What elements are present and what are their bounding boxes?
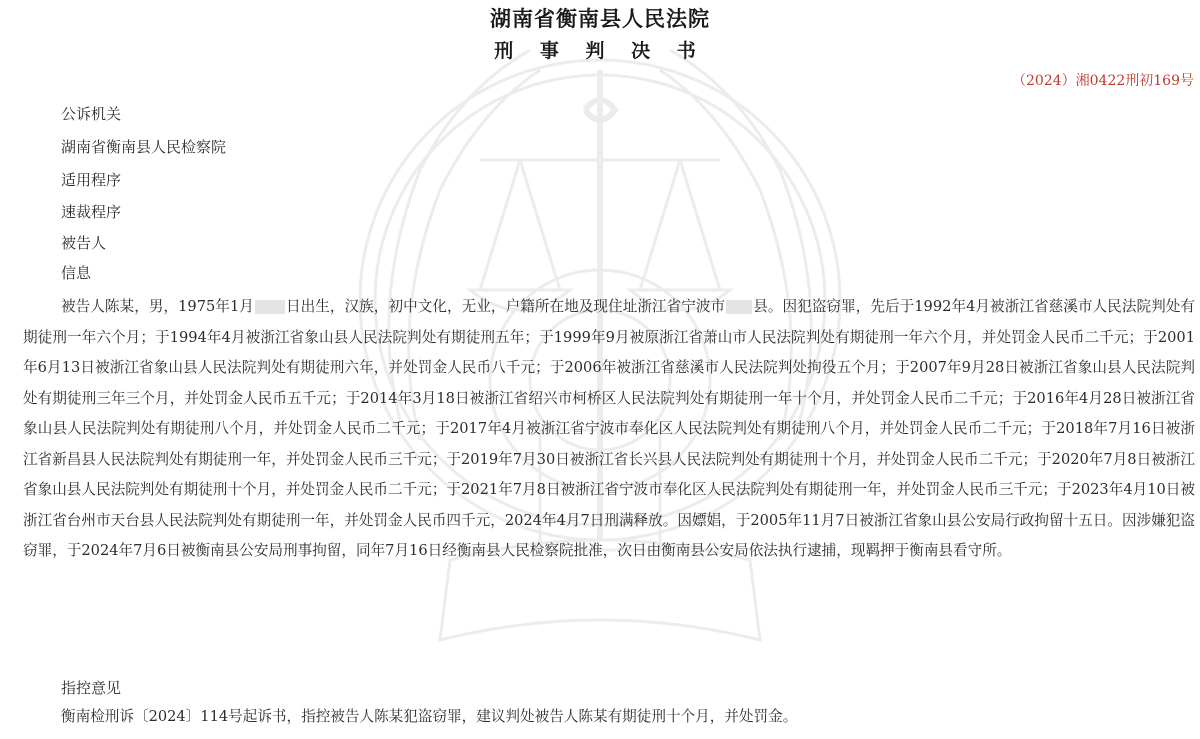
case-number: （2024）湘0422刑初169号 [1012, 73, 1194, 89]
charge-label: 指控意见 [61, 679, 122, 697]
prosecution-org-value: 湖南省衡南县人民检察院 [61, 138, 227, 156]
defendant-info-part3: 县。因犯盗窃罪，先后于1992年4月被浙江省慈溪市人民法院判处有期徒刑一年六个月；于1994年4月被浙江省象山县人民法院判处有期徒刑五年；于1999年9月被原浙江省萧山市人民法院判处有期徒刑一年六个月，并处罚金人民币二千元；于2001年6月13日被浙江省象山县人民法院判处有期徒刑六年，并处罚金人民币八千元；于2006年被浙江省慈溪市人民法院判处拘役五个月；于2007年9月28日被浙江省象山县人民法院判处有期徒刑三年三个月，并处罚金人民币五千元；于2014年3月18日被浙江省绍兴市柯桥区人民法院判处有期徒刑一年十个月，并处罚金人民币二千元；于2016年4月28日被浙江省象山县人民法院判处有期徒刑八个月，并处罚金人民币二千元；于2017年4月被浙江省宁波市奉化区人民法院判处有期徒刑八个月，并处罚金人民币二千元；于2018年7月16日被浙江省新昌县人民法院判处有期徒刑一年，并处罚金人民币三千元；于2019年7月30日被浙江省长兴县人民法院判处有期徒刑十个月，并处罚金人民币二千元；于2020年7月8日被浙江省象山县人民法院判处有期徒刑十个月，并处罚金人民币二千元；于2021年7月8日被浙江省宁波市奉化区人民法院判处有期徒刑一年，并处罚金人民币三千元；于2023年4月10日被浙江省台州市天台县人民法院判处有期徒刑一年，并处罚金人民币四千元，2024年4月7日刑满释放。因嫖娼，于2005年11月7日被浙江省象山县公安局行政拘留十五日。因涉嫌犯盗窃罪，于2024年7月6日被衡南县公安局刑事拘留，同年7月16日经衡南县人民检察院批准，次日由衡南县公安局依法执行逮捕，现羁押于衡南县看守所。 [23, 298, 1195, 559]
info-label: 信息 [61, 264, 92, 282]
procedure-label: 适用程序 [61, 171, 122, 189]
defendant-info-part2: 日出生，汉族，初中文化，无业，户籍所在地及现住址浙江省宁波市 [285, 298, 726, 315]
document-type: 刑 事 判 决 书 [494, 40, 706, 62]
defendant-label: 被告人 [61, 234, 107, 252]
defendant-info-paragraph [23, 292, 1195, 567]
redaction-block [255, 300, 285, 314]
prosecution-org-label: 公诉机关 [61, 105, 122, 123]
court-title: 湖南省衡南县人民法院 [490, 7, 710, 31]
defendant-info-part1: 被告人陈某，男，1975年1月 [61, 298, 254, 315]
charge-text: 衡南检刑诉〔2024〕114号起诉书，指控被告人陈某犯盗窃罪，建议判处被告人陈某有期徒刑十个月，并处罚金。 [61, 708, 798, 725]
procedure-value: 速裁程序 [61, 203, 122, 221]
redaction-block [726, 300, 752, 314]
